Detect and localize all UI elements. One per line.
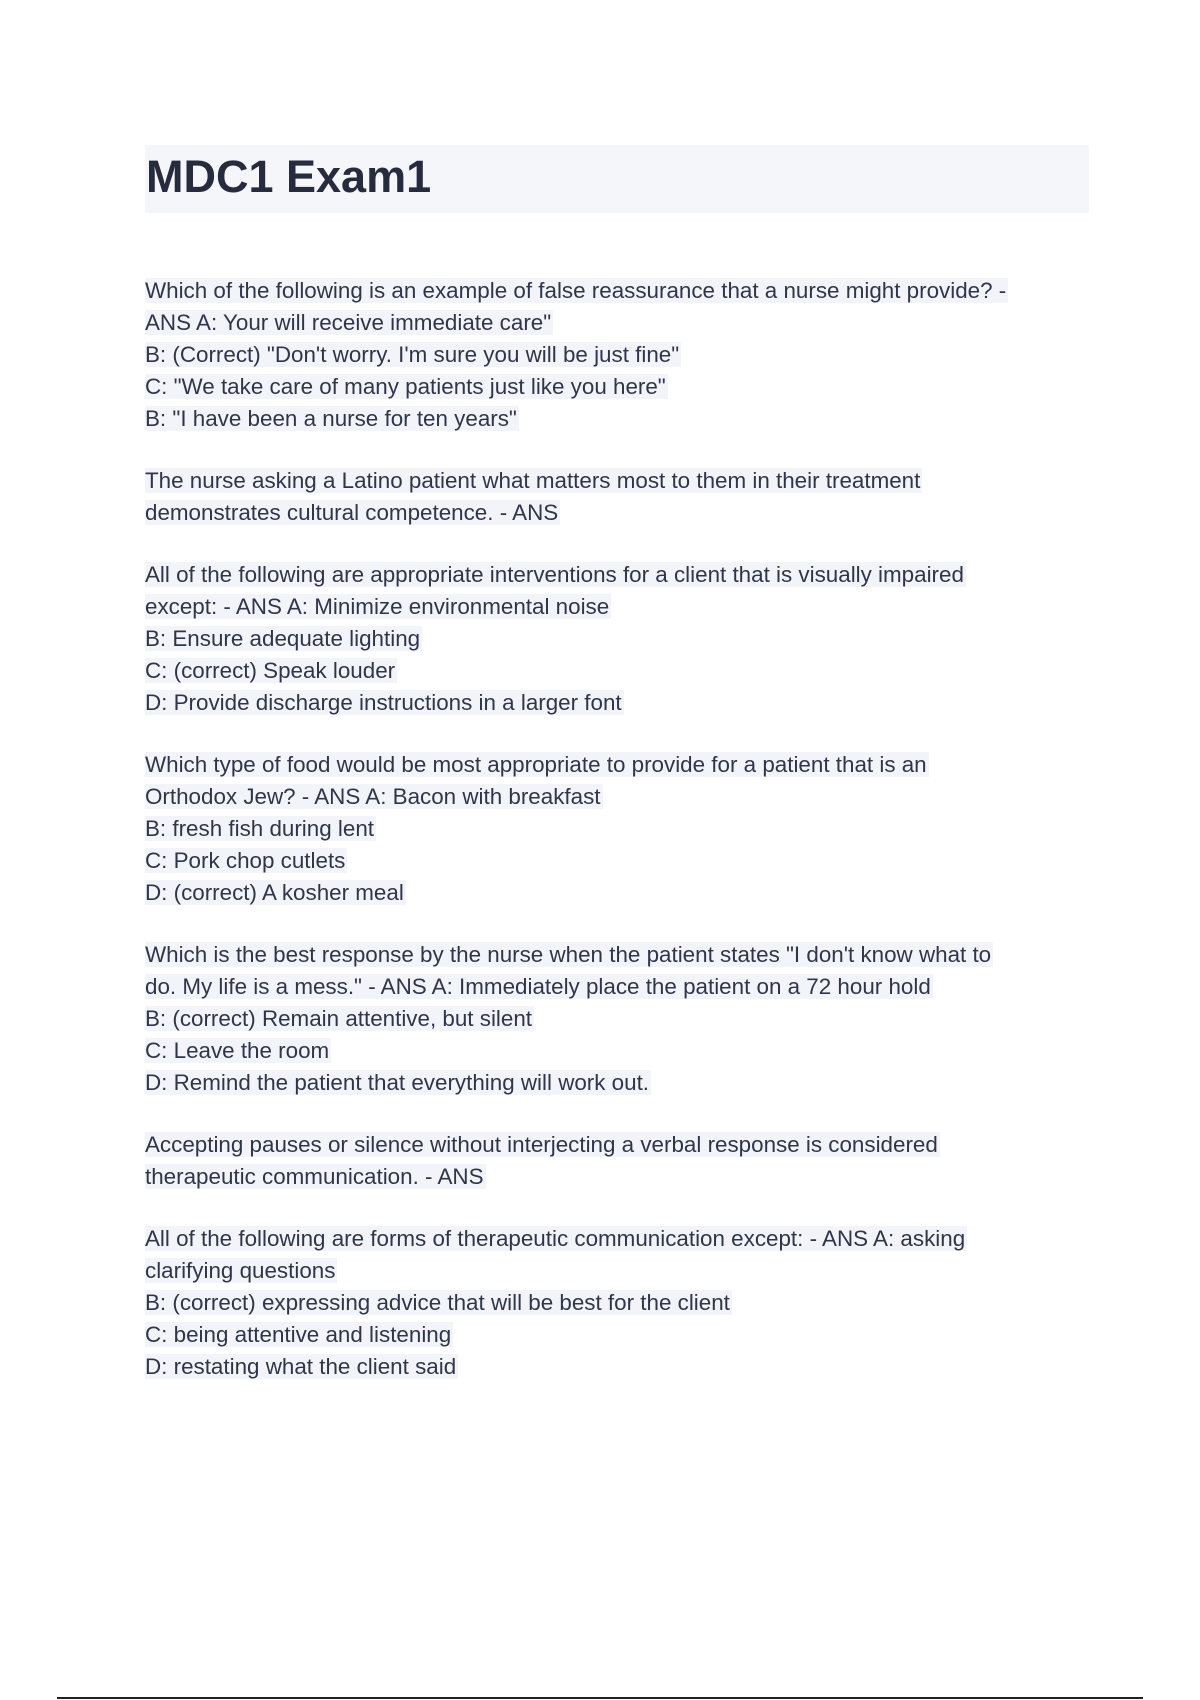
text-line-content: clarifying questions: [145, 1258, 336, 1283]
text-line: [145, 339, 1105, 371]
text-line: [145, 1161, 1105, 1193]
text-line-content: C: Pork chop cutlets: [145, 848, 346, 873]
text-line: [145, 939, 1105, 971]
text-line: [145, 1319, 1105, 1351]
text-line: [145, 1351, 1105, 1383]
text-line: [145, 497, 1105, 529]
text-line: [145, 1287, 1105, 1319]
text-line: [145, 559, 1105, 591]
text-line-content: D: restating what the client said: [145, 1354, 457, 1379]
text-line-content: Which of the following is an example of false reassurance that a nurse might provide? -: [145, 278, 1007, 303]
question-block-6: [145, 1129, 1105, 1193]
text-line-content: C: Leave the room: [145, 1038, 330, 1063]
text-line-content: demonstrates cultural competence. - ANS: [145, 500, 559, 525]
text-line: [145, 371, 1105, 403]
text-line: [145, 749, 1105, 781]
text-line: [145, 465, 1105, 497]
footer-divider: [57, 1697, 1143, 1699]
question-block-3: [145, 559, 1105, 719]
page-title: MDC1 Exam1: [146, 151, 432, 202]
text-line: [145, 781, 1105, 813]
text-line: [145, 623, 1105, 655]
text-line-content: D: (correct) A kosher meal: [145, 880, 404, 905]
text-line: [145, 1035, 1105, 1067]
text-line: [145, 877, 1105, 909]
text-line-content: Accepting pauses or silence without interjecting a verbal response is considered: [145, 1132, 938, 1157]
text-line-content: D: Provide discharge instructions in a larger font: [145, 690, 622, 715]
text-line-content: All of the following are forms of therapeutic communication except: - ANS A: asking: [145, 1226, 966, 1251]
text-line: [145, 1003, 1105, 1035]
text-line-content: B: (Correct) "Don't worry. I'm sure you will be just fine": [145, 342, 680, 367]
question-list: [145, 275, 1105, 1413]
text-line-content: except: - ANS A: Minimize environmental noise: [145, 594, 610, 619]
text-line: [145, 845, 1105, 877]
text-line: [145, 1223, 1105, 1255]
text-line: [145, 1067, 1105, 1099]
text-line: [145, 307, 1105, 339]
text-line-content: B: (correct) Remain attentive, but silent: [145, 1006, 533, 1031]
text-line: [145, 655, 1105, 687]
text-line-content: B: (correct) expressing advice that will be best for the client: [145, 1290, 730, 1315]
text-line: [145, 813, 1105, 845]
text-line-content: B: Ensure adequate lighting: [145, 626, 421, 651]
text-line: [145, 275, 1105, 307]
text-line-content: B: "I have been a nurse for ten years": [145, 406, 517, 431]
text-line-content: ANS A: Your will receive immediate care": [145, 310, 552, 335]
question-block-7: [145, 1223, 1105, 1383]
question-block-4: [145, 749, 1105, 909]
text-line-content: do. My life is a mess." - ANS A: Immediately place the patient on a 72 hour hold: [145, 974, 931, 999]
text-line-content: Which type of food would be most appropriate to provide for a patient that is an: [145, 752, 927, 777]
question-block-5: [145, 939, 1105, 1099]
text-line: [145, 1255, 1105, 1287]
text-line-content: D: Remind the patient that everything will work out.: [145, 1070, 650, 1095]
text-line: [145, 591, 1105, 623]
text-line-content: C: being attentive and listening: [145, 1322, 452, 1347]
text-line: [145, 1129, 1105, 1161]
text-line-content: The nurse asking a Latino patient what matters most to them in their treatment: [145, 468, 921, 493]
text-line-content: therapeutic communication. - ANS: [145, 1164, 484, 1189]
text-line-content: B: fresh fish during lent: [145, 816, 375, 841]
text-line-content: Orthodox Jew? - ANS A: Bacon with breakfast: [145, 784, 601, 809]
question-block-2: [145, 465, 1105, 529]
text-line: [145, 687, 1105, 719]
question-block-1: [145, 275, 1105, 435]
text-line-content: C: (correct) Speak louder: [145, 658, 396, 683]
text-line-content: Which is the best response by the nurse when the patient states "I don't know what to: [145, 942, 992, 967]
text-line: [145, 403, 1105, 435]
text-line-content: All of the following are appropriate interventions for a client that is visually impaired: [145, 562, 964, 587]
text-line-content: C: "We take care of many patients just like you here": [145, 374, 666, 399]
text-line: [145, 971, 1105, 1003]
